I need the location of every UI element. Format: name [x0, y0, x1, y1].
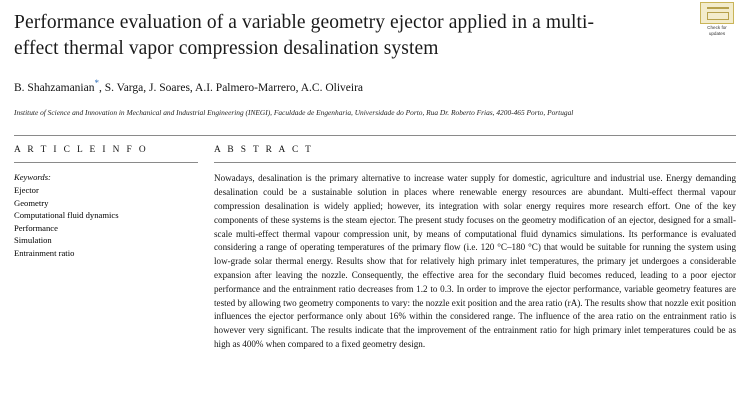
abstract-heading: A B S T R A C T — [214, 145, 314, 156]
page-title: Performance evaluation of a variable geometry ejector applied in a multi-effect thermal vapor compression desalination system — [14, 12, 595, 60]
crossmark-icon — [700, 2, 734, 24]
list-item: Simulation — [14, 235, 52, 246]
author-list — [14, 79, 736, 95]
abstract-divider — [214, 162, 736, 163]
crossmark-badge[interactable] — [696, 2, 738, 36]
article-info-divider — [14, 162, 198, 163]
info-abstract-columns — [14, 136, 736, 352]
keywords-list — [14, 184, 198, 259]
author-names: B. Shahzamanian*, S. Varga, J. Soares, A.I. Palmero-Marrero, A.C. Oliveira — [14, 78, 364, 95]
affiliation: Institute of Science and Innovation in Mechanical and Industrial Engineering (INEGI), Faculdade de Engenharia, Universidade do Porto, Rua Dr. Roberto Frias, 4200-465 Porto, Portugal — [14, 108, 574, 118]
keywords-label: Keywords: — [14, 172, 51, 183]
list-item: Computational fluid dynamics — [14, 210, 119, 221]
abstract-text: Nowadays, desalination is the primary alternative to increase water supply for domestic, agriculture and industrial use. Energy demanding desalination could be a sustainable solution in places where renewable energy resources are abundant. Multi-effect thermal vapour compression desalination is widely applied; however, its integration with solar energy requires more research effort. One of the key components of these systems is the steam ejector. The present study focuses on the geometry modification of an ejector, designed for a small-scale multi-effect thermal vapour compression unit, by means of computational fluid dynamics simulations. Its performance is evaluated considering a range of operating temperatures of the primary flow (i.e. 120 °C–180 °C) that would be suitable for running the system using low-grade solar thermal energy. Results show that for relatively high primary inlet temperatures, the primary jet undergoes a considerable expansion after leaving the nozzle. Consequently, the effective area for the secondary fluid becomes reduced, leading to a poor ejector performance and the entrainment ratio decreases from 1.2 to 0.3. In order to improve the ejector performance, variable geometry features are tested by allowing two geometry components to vary: the nozzle exit position and the area ratio (rA). The results show that nozzle exit position influences the ejector performance only about 16% within the considered range. The influence of the area ratio on the entrainment ratio is however very significant. The results indicate that the improvement of the entrainment ratio for high primary inlet temperatures could be as high as 400% when compared to a fixed geometry design. — [214, 173, 736, 350]
crossmark-line1: Check for — [707, 25, 727, 30]
list-item: Ejector — [14, 185, 39, 196]
abstract-column — [214, 136, 736, 352]
crossmark-line2: updates — [708, 30, 726, 36]
corresponding-author-marker: * — [94, 78, 99, 89]
article-info-column — [14, 136, 214, 352]
article-info-heading: A R T I C L E I N F O — [14, 145, 149, 156]
list-item: Entrainment ratio — [14, 247, 75, 258]
list-item: Geometry — [14, 197, 49, 208]
list-item: Performance — [14, 222, 58, 233]
